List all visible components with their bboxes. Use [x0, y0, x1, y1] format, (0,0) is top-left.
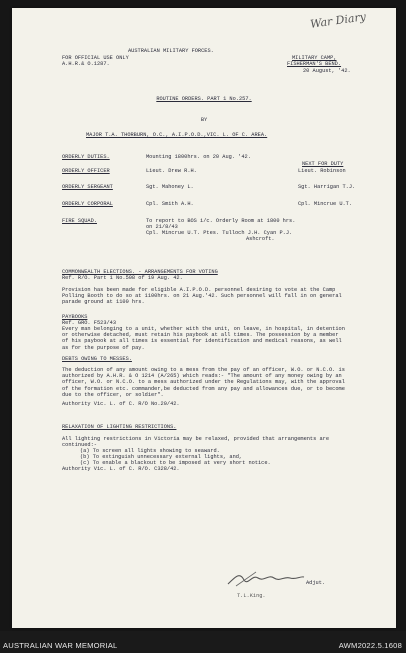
- paybooks-ref: Ref. GRO. F523/43: [62, 320, 117, 326]
- next-for-duty-label: NEXT FOR DUTY: [302, 161, 344, 167]
- doc-header-title: AUSTRALIAN MILITARY FORCES.: [128, 48, 214, 54]
- mounting-time: Mounting 1800hrs. on 20 Aug. '42.: [146, 154, 251, 160]
- mess-debts-body: The deduction of any amount owing to a mess from the pay of an officer, W.O. or N.C.O. is authorized by A.H.R. & O 1214 (A/265) which reads:- "The amount of any money owing by an officer, W.O. or N.C.O. to a mess authorized under the Regulations may, with the approval of the formation etc. commander,be deducted from any pay and allowances due, or to become due to the officer, or soldier".: [62, 367, 345, 398]
- footer-item-id: AWM2022.5.1608: [338, 641, 402, 650]
- orderly-officer-name: Lieut. Drew R.H.: [146, 168, 197, 174]
- orderly-sergeant-label: ORDERLY SERGEANT: [62, 184, 113, 190]
- fire-squad-line-1: To report to BOS i/c. Orderly Room at 1800 hrs.: [146, 218, 296, 224]
- doc-date: 20 August, '42.: [303, 68, 351, 74]
- elections-heading: COMMONWEALTH ELECTIONS. - ARRANGEMENTS FOR VOTING: [62, 269, 218, 275]
- lighting-heading: RELAXATION OF LIGHTING RESTRICTIONS.: [62, 424, 177, 430]
- elections-body: Provision has been made for eligible A.I.P.O.D. personnel desiring to vote at the Camp Polling Booth to do so at 1100hrs. on 21 Aug.'42. Such personnel will fall in on general parade ground at 1100 hrs.: [62, 287, 342, 306]
- orders-title: ROUTINE ORDERS. PART 1 No.257.: [156, 96, 252, 102]
- orderly-sergeant-name: Sgt. Mahoney L.: [146, 184, 194, 190]
- orderly-corporal-name: Cpl. Smith A.H.: [146, 201, 194, 207]
- fire-squad-label: FIRE SQUAD.: [62, 218, 97, 224]
- document-page: [12, 8, 396, 628]
- official-use-notice: FOR OFFICIAL USE ONLY: [62, 55, 129, 61]
- paybooks-body: Every man belonging to a unit, whether with the unit, on leave, in hospital, in detention or otherwise detached, must retain his paybook at all times. The possession by a member of his paybook at all times is essential for identification and medical reasons, as well as for the purpose of pay.: [62, 326, 345, 351]
- lighting-authority: Authority Vic. L. of C. R/O. C328/42.: [62, 466, 180, 472]
- fire-squad-line-4: Ashcroft.: [246, 236, 275, 242]
- lighting-intro: All lighting restrictions in Victoria may be relaxed, provided that arrangements are continued:-: [62, 436, 330, 449]
- lighting-item-c: (c) To enable a blackout to be imposed at very short notice.: [80, 460, 271, 466]
- orderly-officer-label: ORDERLY OFFICER: [62, 168, 110, 174]
- orders-by: BY: [200, 117, 208, 123]
- signatory-role: Adjut.: [306, 580, 326, 586]
- lighting-item-a: (a) To screen all lights showing to seaward.: [80, 448, 220, 454]
- footer-institution: AUSTRALIAN WAR MEMORIAL: [3, 641, 118, 650]
- lighting-item-b: (b) To extinguish unnecessary external lights, and,: [80, 454, 243, 460]
- fire-squad-line-2: on 21/8/43: [146, 224, 178, 230]
- fire-squad-line-3: Cpl. Mincrue U.T. Ptes. Tulloch J.H. Cyan P.J.: [146, 230, 293, 236]
- orderly-corporal-label: ORDERLY CORPORAL: [62, 201, 113, 207]
- archive-footer: [0, 631, 406, 653]
- orderly-corporal-next: Cpl. Mincrue U.T.: [298, 201, 353, 207]
- camp-location: FISHERMAN'S BEND.: [287, 61, 342, 67]
- mess-debts-authority: Authority Vic. L. of C. R/O No.20/42.: [62, 401, 180, 407]
- elections-ref: Ref. R/O. Part 1 No.508 of 19 Aug. 42.: [62, 275, 183, 281]
- orderly-duties-label: ORDERLY DUTIES.: [62, 154, 110, 160]
- doc-reference: A.H.R.& O.1287.: [62, 61, 110, 67]
- handwritten-annotation: War Diary: [309, 10, 367, 31]
- mess-debts-heading: DEBTS OWING TO MESSES.: [62, 356, 132, 362]
- issuing-officer: MAJOR T.A. THORBURN, O.C., A.I.P.O.D.,VIC. L. OF C. AREA.: [86, 132, 268, 138]
- camp-name: MILITARY CAMP,: [292, 55, 337, 61]
- handwritten-signature: [226, 566, 306, 590]
- orderly-sergeant-next: Sgt. Harrigan T.J.: [298, 184, 356, 190]
- signatory-name: T.L.King.: [237, 593, 266, 599]
- paybooks-heading: PAYBOOKS: [62, 314, 88, 320]
- orderly-officer-next: Lieut. Robinson: [298, 168, 346, 174]
